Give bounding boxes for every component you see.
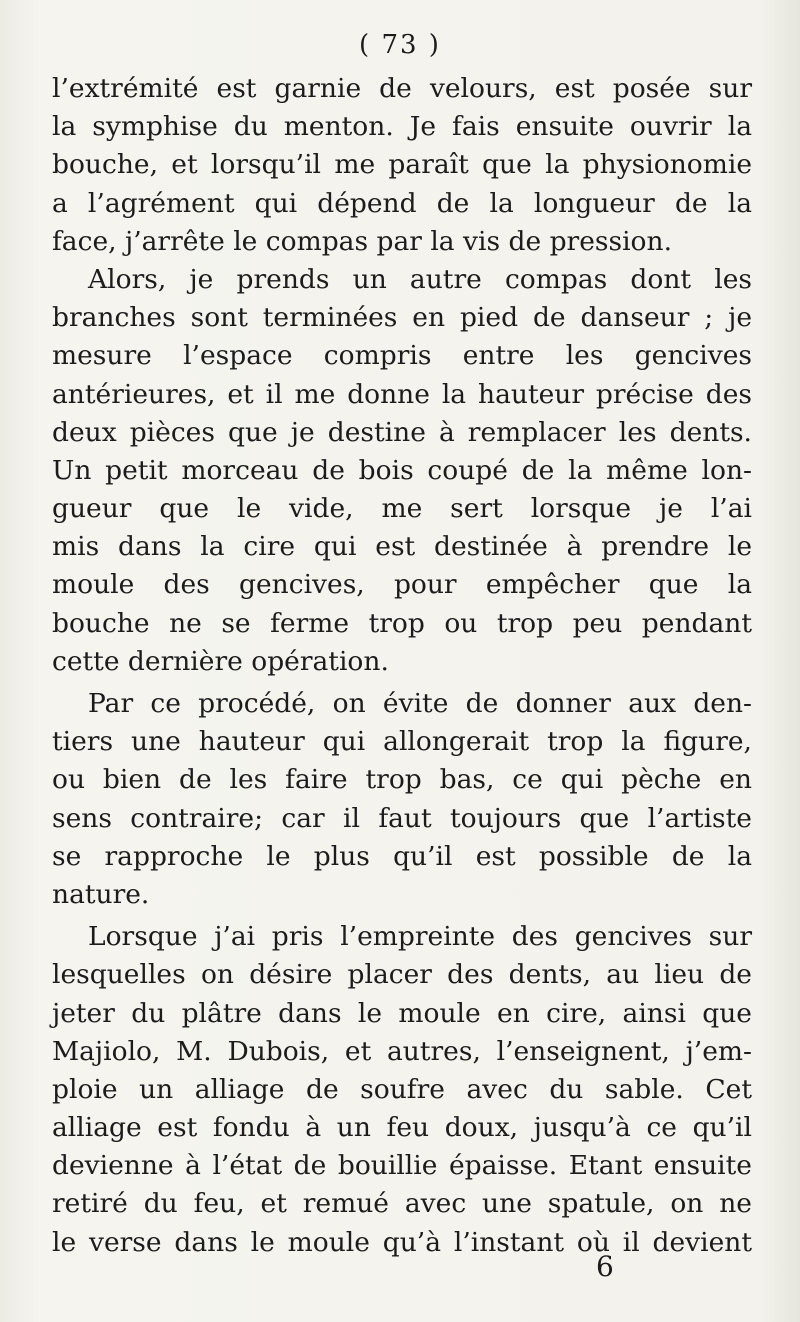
text-line: jeter du plâtre dans le moule en cire, ainsi que	[52, 997, 752, 1029]
text-line: antérieures, et il me donne la hauteur précise des	[52, 378, 752, 410]
text-line: face, j’arrête le compas par la vis de pression.	[52, 225, 673, 257]
text-line: ou bien de les faire trop bas, ce qui pèche en	[52, 764, 752, 796]
text-line: bouche ne se ferme trop ou trop peu pendant	[52, 607, 752, 639]
text-line: Un petit morceau de bois coupé de la même lon-	[52, 454, 752, 486]
text-line: Majiolo, M. Dubois, et autres, l’enseignent, j’em-	[52, 1035, 752, 1067]
text-line: sens contraire; car il faut toujours que l’artiste	[52, 802, 752, 834]
text-line: mis dans la cire qui est destinée à prendre le	[52, 531, 752, 563]
text-line: lesquelles on désire placer des dents, au lieu de	[52, 959, 752, 991]
text-line: bouche, et lorsqu’il me paraît que la physionomie	[52, 149, 752, 181]
text-line: devienne à l’état de bouillie épaisse. Etant ensuite	[52, 1150, 752, 1182]
text-line: le verse dans le moule qu’à l’instant où il devient	[52, 1226, 752, 1258]
text-line: l’extrémité est garnie de velours, est posée sur	[52, 73, 752, 104]
text-line: alliage est fondu à un feu doux, jusqu’à ce qu’il	[52, 1112, 752, 1144]
text-line: Lorsque j’ai pris l’empreinte des gencives sur	[88, 921, 752, 953]
text-line: se rapproche le plus qu’il est possible de la	[52, 840, 752, 872]
text-line: retiré du feu, et remué avec une spatule, on ne	[52, 1188, 752, 1220]
text-line: branches sont terminées en pied de danseur ; je	[52, 302, 752, 334]
text-line: moule des gencives, pour empêcher que la	[52, 569, 752, 601]
text-line: ploie un alliage de soufre avec du sable. Cet	[52, 1073, 752, 1105]
text-line: la symphise du menton. Je fais ensuite ouvrir la	[52, 111, 752, 143]
body-text	[52, 70, 752, 1262]
text-line: mesure l’espace compris entre les gencives	[52, 340, 752, 372]
text-line: cette dernière opération.	[52, 645, 389, 677]
page-number: ( 73 )	[359, 30, 441, 60]
text-line: tiers une hauteur qui allongerait trop la figure,	[52, 726, 752, 758]
text-line: gueur que le vide, me sert lorsque je l’ai	[52, 493, 752, 525]
signature-mark: 6	[596, 1250, 614, 1283]
text-line: Alors, je prends un autre compas dont les	[88, 263, 752, 295]
text-line: deux pièces que je destine à remplacer les dents.	[52, 416, 752, 448]
text-line: Par ce procédé, on évite de donner aux den-	[88, 688, 752, 719]
text-line: nature.	[52, 878, 150, 910]
text-line: a l’agrément qui dépend de la longueur de la	[52, 187, 752, 219]
